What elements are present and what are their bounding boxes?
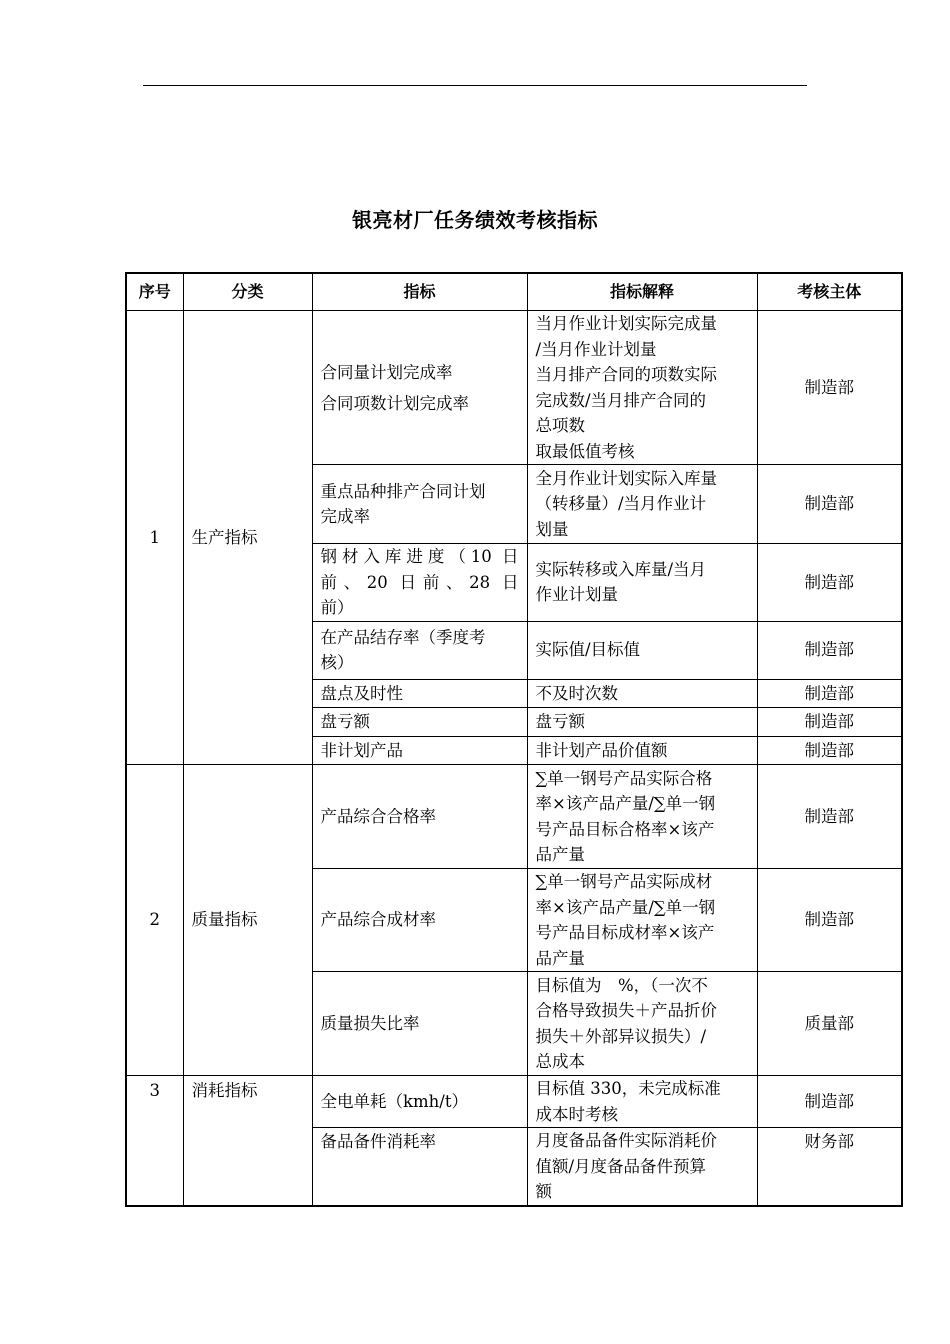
indicator-cell	[312, 621, 527, 679]
header-rule	[143, 85, 807, 86]
explanation-cell	[527, 765, 757, 869]
explanation-line: 品产量	[535, 948, 585, 968]
explanation-cell	[527, 1128, 757, 1206]
owner-cell: 制造部	[757, 765, 902, 869]
owner-cell: 制造部	[757, 465, 902, 544]
explanation-cell	[527, 621, 757, 679]
explanation-line: 取最低值考核	[535, 441, 635, 461]
indicator-cell	[312, 311, 527, 465]
indicator-cell: 质量损失比率	[312, 972, 527, 1076]
explanation-cell	[527, 1076, 757, 1128]
explanation-line: 划量	[535, 519, 569, 539]
indicator-cell: 全电单耗（kmh/t）	[312, 1076, 527, 1128]
explanation-line: 号产品目标成材率×该产	[535, 923, 715, 942]
explanation-cell: 不及时次数	[527, 679, 757, 708]
explanation-line: 率×该产品产量/∑单一钢	[535, 794, 716, 813]
explanation-line: 成本时考核	[535, 1104, 618, 1124]
owner-cell: 制造部	[757, 621, 902, 679]
owner-cell: 质量部	[757, 972, 902, 1076]
explanation-line: 值额/月度备品备件预算	[535, 1156, 707, 1176]
header-explanation: 指标解释	[527, 273, 757, 311]
header-indicator: 指标	[312, 273, 527, 311]
explanation-line: 号产品目标合格率×该产	[535, 819, 715, 839]
explanation-cell: 非计划产品价值额	[527, 736, 757, 765]
explanation-line: 合格导致损失＋产品折价	[535, 1001, 717, 1020]
owner-cell: 制造部	[757, 679, 902, 708]
indicator-cell: 盘亏额	[312, 708, 527, 737]
owner-cell: 制造部	[757, 869, 902, 972]
explanation-line: 总项数	[535, 416, 585, 435]
indicator-cell: 盘点及时性	[312, 679, 527, 708]
explanation-line: 作业计划量	[535, 585, 618, 605]
explanation-cell	[527, 869, 757, 972]
explanation-line: 额	[535, 1182, 552, 1201]
table-header-row	[126, 273, 902, 311]
indicator-line: 合同量计划完成率	[320, 362, 453, 382]
indicator-line: 前）	[320, 598, 354, 617]
indicator-cell: 产品综合合格率	[312, 765, 527, 869]
explanation-line: /当月作业计划量	[535, 339, 657, 359]
explanation-line: 目标值为 %，（一次不	[535, 975, 708, 995]
indicator-line: 完成率	[320, 507, 370, 526]
table-row	[126, 311, 902, 465]
owner-cell: 制造部	[757, 544, 902, 622]
kpi-table	[125, 272, 903, 1207]
explanation-cell	[527, 311, 757, 465]
explanation-line: 完成数/当月排产合同的	[535, 390, 707, 410]
group-category: 质量指标	[183, 765, 312, 1076]
indicator-line: 在产品结存率（季度考	[320, 627, 486, 647]
owner-cell: 制造部	[757, 311, 902, 465]
explanation-cell: 盘亏额	[527, 708, 757, 737]
indicator-line: 钢材入库进度（10 日	[320, 547, 519, 566]
explanation-cell	[527, 544, 757, 622]
indicator-line: 前、20 日前、28 日	[320, 572, 519, 592]
owner-cell: 财务部	[757, 1128, 902, 1206]
explanation-line: 当月作业计划实际完成量	[535, 314, 717, 333]
indicator-cell	[312, 465, 527, 544]
group-category: 消耗指标	[183, 1076, 312, 1206]
indicator-cell: 非计划产品	[312, 736, 527, 765]
explanation-line: 全月作业计划实际入库量	[535, 468, 717, 488]
explanation-line: ∑单一钢号产品实际成材	[535, 872, 713, 891]
group-category: 生产指标	[183, 311, 312, 765]
explanation-line: 实际转移或入库量/当月	[535, 559, 707, 579]
header-owner: 考核主体	[757, 273, 902, 311]
explanation-line: 当月排产合同的项数实际	[535, 365, 717, 384]
header-category: 分类	[183, 273, 312, 311]
explanation-line: 损失＋外部异议损失）/	[535, 1026, 707, 1046]
indicator-line: 重点品种排产合同计划	[320, 481, 486, 501]
indicator-line: 合同项数计划完成率	[320, 393, 469, 413]
header-index: 序号	[126, 273, 183, 311]
indicator-cell	[312, 544, 527, 622]
explanation-line: 率×该产品产量/∑单一钢	[535, 897, 716, 917]
group-index: 2	[126, 765, 183, 1076]
table-row	[126, 765, 902, 869]
owner-cell: 制造部	[757, 736, 902, 765]
indicator-cell: 产品综合成材率	[312, 869, 527, 972]
indicator-cell: 备品备件消耗率	[312, 1128, 527, 1206]
indicator-line: 核）	[320, 653, 354, 672]
table-row	[126, 1076, 902, 1128]
explanation-line: （转移量）/当月作业计	[535, 494, 707, 514]
explanation-cell	[527, 972, 757, 1076]
explanation-line: 品产量	[535, 845, 585, 864]
group-index: 1	[126, 311, 183, 765]
owner-cell: 制造部	[757, 708, 902, 737]
owner-cell: 制造部	[757, 1076, 902, 1128]
explanation-line: 目标值 330，未完成标准	[535, 1079, 721, 1098]
document-title: 银亮材厂任务绩效考核指标	[352, 208, 598, 232]
explanation-line: 总成本	[535, 1052, 585, 1071]
explanation-cell	[527, 465, 757, 544]
group-index: 3	[126, 1076, 183, 1206]
explanation-line: ∑单一钢号产品实际合格	[535, 768, 713, 788]
explanation-line: 实际值/目标值	[535, 640, 641, 660]
explanation-line: 月度备品备件实际消耗价	[535, 1131, 717, 1150]
